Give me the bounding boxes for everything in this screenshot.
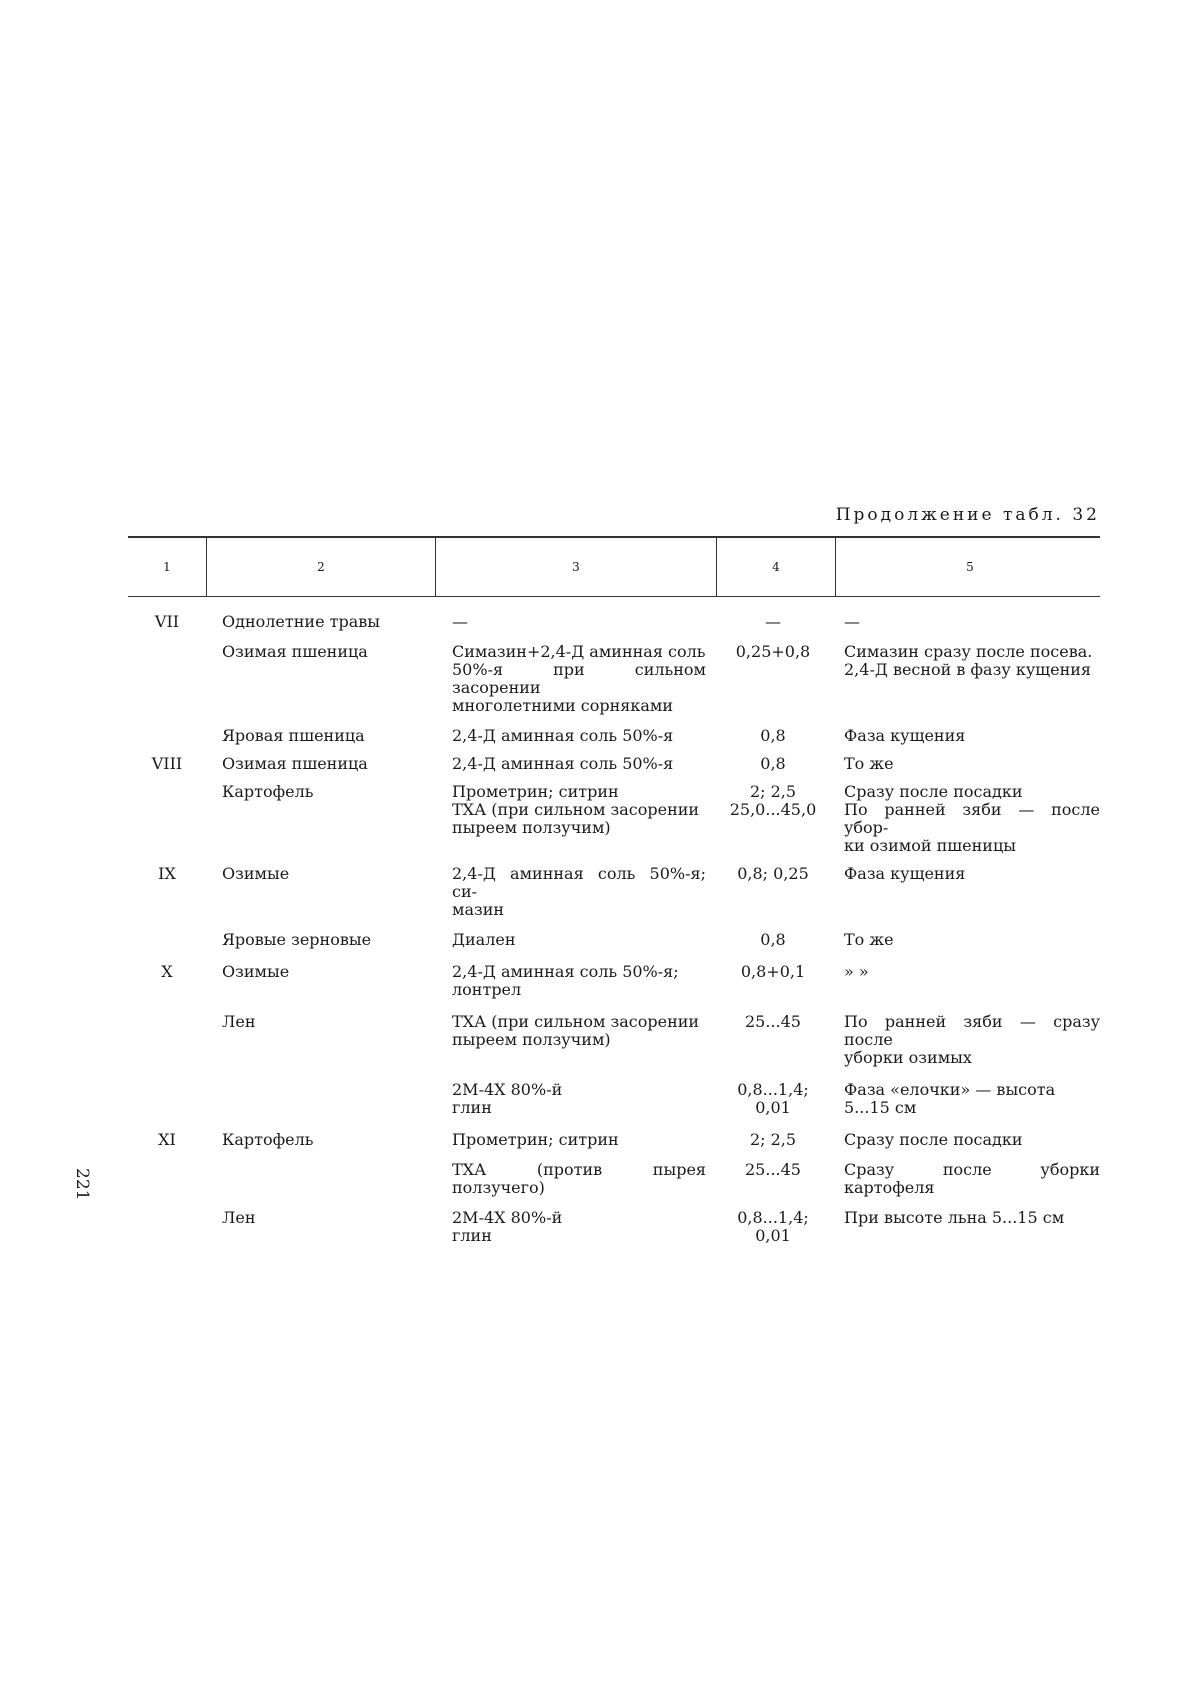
row-number: [128, 1013, 206, 1067]
header-col-4: 4: [716, 538, 835, 596]
cell-text: 0,8...1,4;: [737, 1208, 809, 1227]
cell-text: —: [844, 612, 860, 631]
cell-text: IX: [158, 864, 176, 883]
crop-cell: [206, 865, 434, 919]
herbicide-cell: [434, 1161, 714, 1197]
cell-text: Картофель: [222, 1130, 314, 1149]
cell-text: X: [161, 962, 173, 981]
dose-cell: [714, 727, 832, 745]
cell-text: XI: [158, 1130, 176, 1149]
cell-text: 0,8+0,1: [740, 962, 806, 981]
herbicide-cell: [434, 1081, 714, 1117]
table-row: [128, 643, 1100, 715]
table-row: [128, 613, 1100, 631]
timing-cell: [832, 1081, 1100, 1117]
row-number: [128, 613, 206, 631]
cell-text: Лен: [222, 1012, 256, 1031]
table-row: [128, 963, 1100, 999]
crop-cell: [206, 1131, 434, 1149]
row-number: [128, 931, 206, 949]
cell-text: 0,8: [760, 726, 786, 745]
table-caption: Продолжение табл. 32: [835, 505, 1100, 525]
cell-text: Лен: [222, 1208, 256, 1227]
herbicide-cell: [434, 727, 714, 745]
timing-cell: [832, 865, 1100, 919]
cell-text: 2,4-Д аминная соль 50%-я: [452, 754, 674, 773]
cell-text: ТХА (при сильном засорении: [452, 800, 700, 819]
crop-cell: [206, 1209, 434, 1245]
table-row: [128, 1012, 1106, 1067]
dose-cell: [714, 963, 832, 999]
cell-text: 0,25+0,8: [735, 642, 811, 661]
table-body: [128, 597, 1106, 1245]
crop-cell: [206, 727, 434, 745]
timing-cell: [832, 1209, 1100, 1245]
table-row: [128, 782, 1106, 855]
table-row: [128, 931, 1100, 949]
table-header: [128, 538, 1100, 596]
cell-text: Симазин сразу после посева.: [844, 642, 1093, 661]
row-number: [128, 1161, 206, 1197]
timing-cell: [832, 931, 1100, 949]
herbicide-table: [128, 536, 1106, 1257]
row-number: [128, 1209, 206, 1245]
herbicide-cell: [434, 783, 714, 855]
cell-text: 2,4-Д аминная соль 50%-я; си-: [452, 864, 712, 901]
cell-text: уборки озимых: [844, 1048, 972, 1067]
table-row: [128, 755, 1100, 773]
dose-cell: [714, 1081, 832, 1117]
dose-cell: [714, 783, 832, 855]
cell-text: 25...45: [745, 1160, 801, 1179]
cell-text: То же: [844, 930, 894, 949]
herbicide-cell: [434, 865, 714, 919]
row-number: [128, 727, 206, 745]
cell-text: VIII: [151, 754, 183, 773]
header-col-2: 2: [206, 538, 435, 596]
cell-text: Прометрин; ситрин: [452, 1130, 619, 1149]
cell-text: ТХА (при сильном засорении: [452, 1012, 700, 1031]
crop-cell: [206, 755, 434, 773]
header-col-1: 1: [163, 560, 171, 574]
dose-cell: [714, 1209, 832, 1245]
herbicide-cell: [434, 755, 714, 773]
timing-cell: [832, 963, 1100, 999]
cell-text: 0,8...1,4;: [737, 1080, 809, 1099]
table-row: [128, 1209, 1100, 1245]
cell-text: Диален: [452, 930, 516, 949]
cell-text: Однолетние травы: [222, 612, 381, 631]
cell-text: 2М-4Х 80%-й: [452, 1080, 563, 1099]
herbicide-cell: [434, 643, 714, 715]
cell-text: пыреем ползучим): [452, 818, 611, 837]
cell-text: лонтрел: [452, 980, 522, 999]
crop-cell: [206, 613, 434, 631]
timing-cell: [832, 755, 1100, 773]
row-number: [128, 963, 206, 999]
timing-cell: [832, 1131, 1100, 1149]
cell-text: многолетними сорняками: [452, 696, 674, 715]
cell-text: 50%-я при сильном засорении: [452, 660, 712, 697]
cell-text: 2,4-Д аминная соль 50%-я;: [452, 962, 679, 981]
cell-text: Озимая пшеница: [222, 754, 368, 773]
cell-text: Картофель: [222, 782, 314, 801]
timing-cell: [832, 782, 1106, 855]
cell-text: VII: [154, 612, 180, 631]
dose-cell: [714, 755, 832, 773]
cell-text: Озимые: [222, 864, 290, 883]
cell-text: Яровая пшеница: [222, 726, 365, 745]
cell-text: Озимая пшеница: [222, 642, 368, 661]
cell-text: 0,8; 0,25: [737, 864, 809, 883]
cell-text: 2; 2,5: [749, 782, 797, 801]
dose-cell: [714, 865, 832, 919]
cell-text: Фаза кущения: [844, 726, 966, 745]
row-number: [128, 643, 206, 715]
cell-text: ТХА (против пырея ползучего): [452, 1160, 712, 1197]
herbicide-cell: [434, 931, 714, 949]
row-number: [128, 755, 206, 773]
crop-cell: [206, 1161, 434, 1197]
cell-text: 0,8: [760, 930, 786, 949]
cell-text: Озимые: [222, 962, 290, 981]
cell-text: Фаза «елочки» — высота: [844, 1080, 1056, 1099]
crop-cell: [206, 963, 434, 999]
dose-cell: [714, 1161, 832, 1197]
row-number: [128, 783, 206, 855]
timing-cell: [832, 1012, 1106, 1067]
herbicide-cell: [434, 613, 714, 631]
cell-text: мазин: [452, 900, 505, 919]
herbicide-cell: [434, 1013, 714, 1067]
cell-text: Яровые зерновые: [222, 930, 372, 949]
table-row: [128, 1160, 1106, 1197]
table-row: [128, 727, 1100, 745]
table-row: [128, 1131, 1100, 1149]
cell-text: Сразу после посадки: [844, 782, 1023, 801]
timing-cell: [832, 1160, 1106, 1197]
cell-text: 5...15 см: [844, 1098, 917, 1117]
cell-text: По ранней зяби — после убор-: [844, 800, 1106, 837]
cell-text: глин: [452, 1098, 492, 1117]
cell-text: » »: [844, 962, 869, 981]
cell-text: 2; 2,5: [749, 1130, 797, 1149]
dose-cell: [714, 1131, 832, 1149]
dose-cell: [714, 643, 832, 715]
cell-text: ки озимой пшеницы: [844, 836, 1016, 855]
cell-text: Сразу после посадки: [844, 1130, 1023, 1149]
cell-text: 0,8: [760, 754, 786, 773]
cell-text: Фаза кущения: [844, 864, 966, 883]
crop-cell: [206, 931, 434, 949]
herbicide-cell: [434, 1131, 714, 1149]
cell-text: По ранней зяби — сразу после: [844, 1012, 1106, 1049]
row-number: [128, 865, 206, 919]
crop-cell: [206, 1081, 434, 1117]
timing-cell: [832, 727, 1100, 745]
cell-text: То же: [844, 754, 894, 773]
cell-text: пыреем ползучим): [452, 1030, 611, 1049]
cell-text: Сразу после уборки картофеля: [844, 1160, 1106, 1197]
cell-text: —: [452, 612, 468, 631]
cell-text: 0,01: [755, 1226, 791, 1245]
cell-text: 2,4-Д весной в фазу кущения: [844, 660, 1091, 679]
cell-text: 2,4-Д аминная соль 50%-я: [452, 726, 674, 745]
table-row: [128, 865, 1100, 919]
page-number: 221: [72, 1168, 92, 1201]
cell-text: 25...45: [745, 1012, 801, 1031]
herbicide-cell: [434, 1209, 714, 1245]
timing-cell: [832, 613, 1100, 631]
crop-cell: [206, 783, 434, 855]
crop-cell: [206, 1013, 434, 1067]
table-row: [128, 1081, 1100, 1117]
cell-text: глин: [452, 1226, 492, 1245]
header-col-3: 3: [435, 538, 716, 596]
header-col-5: 5: [835, 538, 1104, 596]
cell-text: Симазин+2,4-Д аминная соль: [452, 642, 706, 661]
cell-text: 2М-4Х 80%-й: [452, 1208, 563, 1227]
cell-text: Прометрин; ситрин: [452, 782, 619, 801]
cell-text: 25,0...45,0: [729, 800, 817, 819]
dose-cell: [714, 613, 832, 631]
row-number: [128, 1131, 206, 1149]
dose-cell: [714, 1013, 832, 1067]
cell-text: При высоте льна 5...15 см: [844, 1208, 1065, 1227]
herbicide-cell: [434, 963, 714, 999]
dose-cell: [714, 931, 832, 949]
cell-text: —: [765, 612, 781, 631]
cell-text: 0,01: [755, 1098, 791, 1117]
row-number: [128, 1081, 206, 1117]
crop-cell: [206, 643, 434, 715]
timing-cell: [832, 643, 1100, 715]
